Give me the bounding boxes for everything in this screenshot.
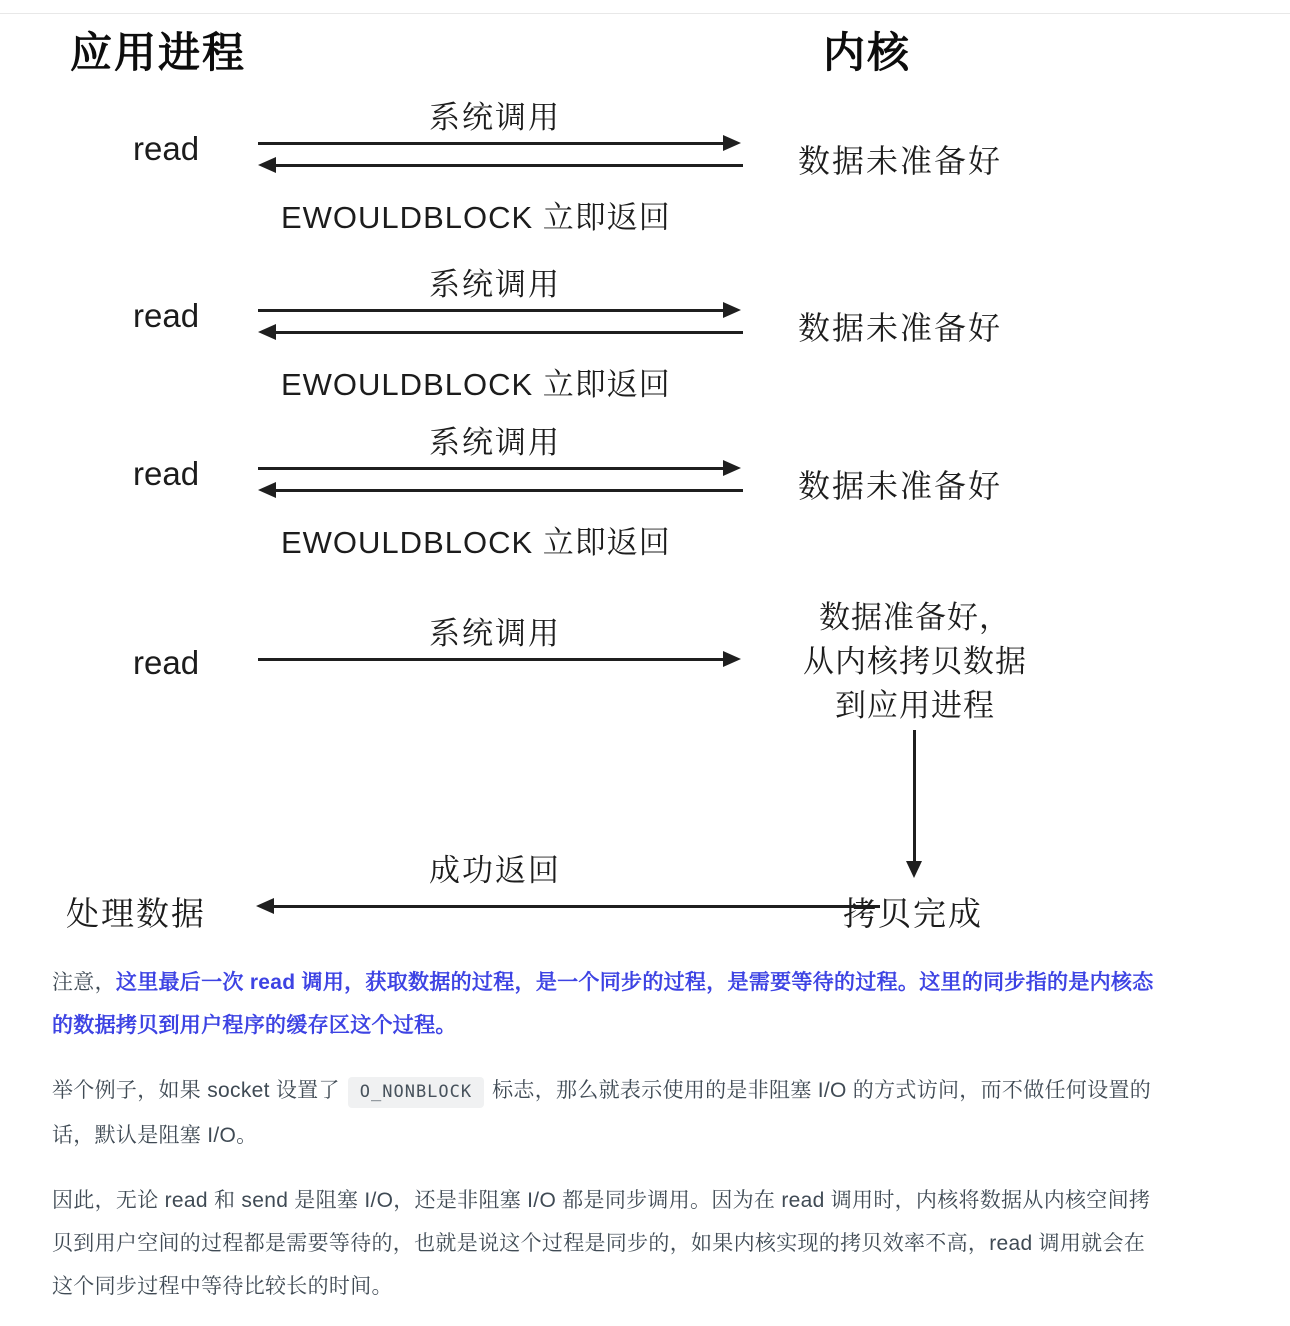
return-arrow: [275, 489, 743, 492]
data-ready-line: 从内核拷贝数据: [803, 644, 1027, 679]
note-prefix: 注意，: [52, 971, 116, 994]
arrowhead-right-icon: [723, 460, 741, 476]
syscall-label: 系统调用: [429, 425, 561, 460]
arrowhead-right-icon: [723, 302, 741, 318]
data-not-ready-label: 数据未准备好: [798, 310, 1003, 346]
ewouldblock-label: EWOULDBLOCK 立即返回: [281, 525, 671, 560]
success-return-arrow: [273, 905, 880, 908]
read-call-label: read: [133, 644, 200, 681]
arrowhead-left-icon: [258, 157, 276, 173]
arrowhead-left-icon: [256, 898, 274, 914]
syscall-label: 系统调用: [429, 616, 561, 651]
article-text: [52, 961, 1157, 1326]
note-highlight: 这里最后一次 read 调用，获取数据的过程，是一个同步的过程，是需要等待的过程。这里的同步指的是内核态的数据拷贝到用户程序的缓存区这个过程。: [52, 971, 1154, 1037]
syscall-label: 系统调用: [429, 267, 561, 302]
arrowhead-down-icon: [906, 861, 922, 878]
syscall-arrow: [258, 467, 724, 470]
ewouldblock-label: EWOULDBLOCK 立即返回: [281, 200, 671, 235]
read-call-label: read: [133, 455, 200, 492]
syscall-arrow: [258, 658, 724, 661]
note-paragraph: [52, 961, 1157, 1047]
example-text-before: 举个例子，如果 socket 设置了: [52, 1079, 340, 1102]
arrowhead-left-icon: [258, 324, 276, 340]
return-arrow: [275, 164, 743, 167]
kernel-header: 内核: [823, 29, 912, 76]
example-text-after: 标志，那么就表示使用的是非阻塞 I/O 的方式访问，而不做任何设置的话，默认是阻塞 I/O。: [52, 1079, 1151, 1147]
process-data-label: 处理数据: [66, 895, 206, 932]
syscall-label: 系统调用: [429, 100, 561, 135]
copy-complete-label: 拷贝完成: [843, 895, 983, 932]
arrowhead-left-icon: [258, 482, 276, 498]
example-paragraph: [52, 1069, 1157, 1157]
syscall-arrow: [258, 309, 724, 312]
arrowhead-right-icon: [723, 135, 741, 151]
success-return-label: 成功返回: [429, 853, 561, 888]
data-ready-line: 数据准备好，: [819, 600, 1011, 635]
data-ready-line: 到应用进程: [835, 688, 995, 723]
data-not-ready-label: 数据未准备好: [798, 143, 1003, 179]
application-process-header: 应用进程: [70, 29, 247, 76]
read-call-label: read: [133, 297, 200, 334]
copy-data-arrow: [913, 730, 916, 862]
return-arrow: [275, 331, 743, 334]
syscall-arrow: [258, 142, 724, 145]
data-ready-text: [770, 596, 1060, 728]
conclusion-text: 因此，无论 read 和 send 是阻塞 I/O，还是非阻塞 I/O 都是同步调用。因为在 read 调用时，内核将数据从内核空间拷贝到用户空间的过程都是需要等待的，也就是说这个过程是同步的，如果内核实现的拷贝效率不高，read 调用就会在这个同步过程中等待比较长的时间。: [52, 1189, 1151, 1298]
data-not-ready-label: 数据未准备好: [798, 468, 1003, 504]
ewouldblock-label: EWOULDBLOCK 立即返回: [281, 367, 671, 402]
o-nonblock-code: O_NONBLOCK: [348, 1077, 484, 1108]
arrowhead-right-icon: [723, 651, 741, 667]
read-call-label: read: [133, 130, 200, 167]
conclusion-paragraph: [52, 1179, 1157, 1308]
